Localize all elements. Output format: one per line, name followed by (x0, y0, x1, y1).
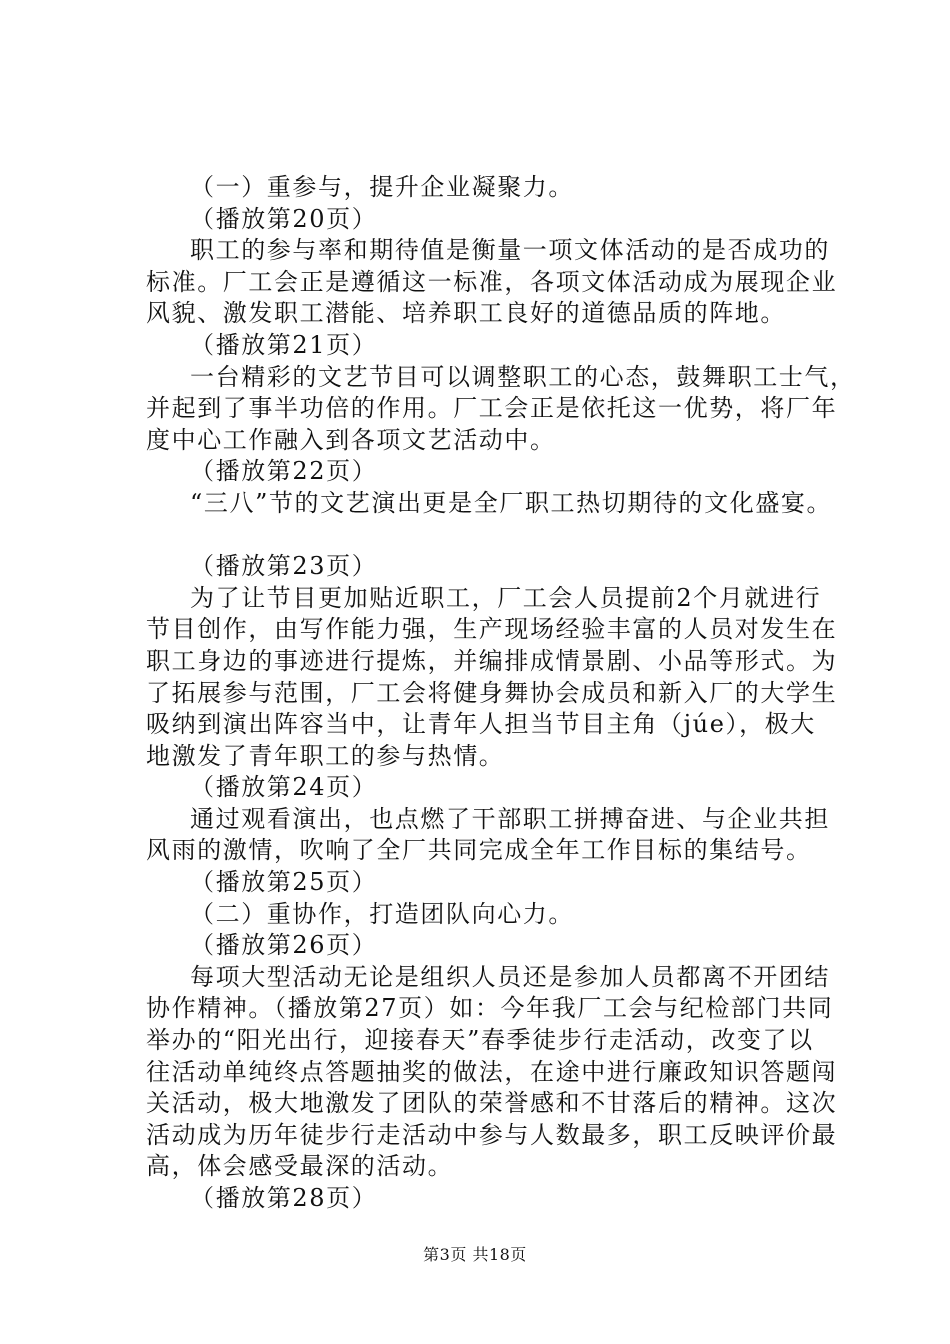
paragraph-4-line-2: 节目创作，由写作能力强，生产现场经验丰富的人员对发生在 (146, 615, 838, 644)
paragraph-3-line-1: “三八”节的文艺演出更是全厂职工热切期待的文化盛宴。 (190, 488, 833, 517)
paragraph-1-line-2: 标准。厂工会正是遵循这一标准，各项文体活动成为展现企业 (146, 267, 838, 296)
play-note-25: （播放第25页） (190, 868, 378, 897)
page-number-label: 第3页 共18页 (423, 1245, 527, 1264)
play-note-24: （播放第24页） (190, 773, 378, 802)
paragraph-6-line-7: 高，体会感受最深的活动。 (146, 1152, 454, 1181)
paragraph-4-line-4: 了拓展参与范围，厂工会将健身舞协会成员和新入厂的大学生 (146, 678, 838, 707)
play-note-20: （播放第20页） (190, 204, 378, 233)
play-note-23: （播放第23页） (190, 552, 378, 581)
paragraph-2-line-3: 度中心工作融入到各项文艺活动中。 (146, 425, 556, 454)
paragraph-1-line-1: 职工的参与率和期待值是衡量一项文体活动的是否成功的 (190, 236, 830, 265)
section-heading-1: （一）重参与，提升企业凝聚力。 (190, 173, 574, 201)
play-note-22: （播放第22页） (190, 457, 378, 486)
page-footer (0, 1242, 950, 1265)
paragraph-5-line-2: 风雨的激情，吹响了全厂共同完成全年工作目标的集结号。 (146, 836, 812, 865)
paragraph-6-line-5: 关活动，极大地激发了团队的荣誉感和不甘落后的精神。这次 (146, 1089, 838, 1118)
play-note-26: （播放第26页） (190, 931, 378, 960)
section-heading-2: （二）重协作，打造团队向心力。 (190, 899, 574, 928)
paragraph-6-line-2: 协作精神。（播放第27页）如：今年我厂工会与纪检部门共同 (146, 994, 834, 1023)
paragraph-5-line-1: 通过观看演出，也点燃了干部职工拼搏奋进、与企业共担 (190, 804, 830, 833)
paragraph-6-line-4: 往活动单纯终点答题抽奖的做法，在途中进行廉政知识答题闯 (146, 1057, 838, 1086)
paragraph-1-line-3: 风貌、激发职工潜能、培养职工良好的道德品质的阵地。 (146, 299, 786, 328)
paragraph-6-line-1: 每项大型活动无论是组织人员还是参加人员都离不开团结 (190, 962, 830, 991)
paragraph-6-line-3: 举办的“阳光出行，迎接春天”春季徒步行走活动，改变了以 (146, 1026, 814, 1055)
paragraph-4-line-3: 职工身边的事迹进行提炼，并编排成情景剧、小品等形式。为 (146, 646, 838, 675)
paragraph-4-line-1: 为了让节目更加贴近职工，厂工会人员提前2个月就进行 (190, 583, 822, 612)
paragraph-4-line-5: 吸纳到演出阵容当中，让青年人担当节目主角（júe），极大 (146, 710, 816, 739)
blank-line (146, 520, 846, 552)
paragraph-2-line-2: 并起到了事半功倍的作用。厂工会正是依托这一优势，将厂年 (146, 394, 838, 423)
play-note-21: （播放第21页） (190, 330, 378, 359)
paragraph-4-line-6: 地激发了青年职工的参与热情。 (146, 741, 505, 770)
paragraph-6-line-6: 活动成为历年徒步行走活动中参与人数最多，职工反映评价最 (146, 1120, 838, 1149)
document-body (146, 172, 856, 1215)
play-note-28: （播放第28页） (190, 1184, 378, 1212)
paragraph-2-line-1: 一台精彩的文艺节目可以调整职工的心态，鼓舞职工士气， (190, 362, 856, 391)
